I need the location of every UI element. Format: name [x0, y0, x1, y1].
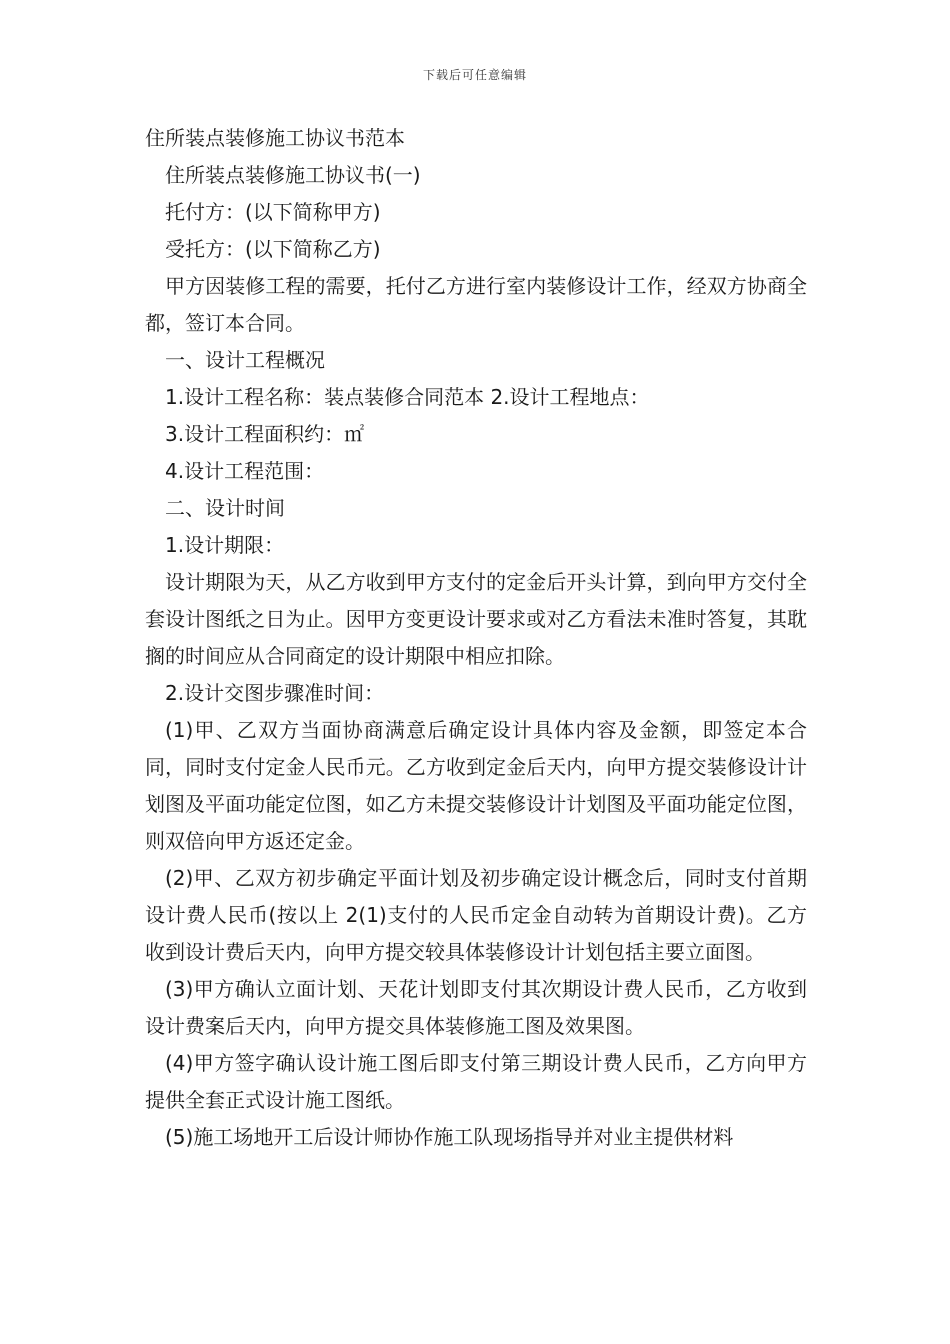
document-title: 住所装点装修施工协议书范本	[145, 126, 405, 150]
paragraph: 4.设计工程范围：	[165, 459, 325, 483]
paragraph: (3)甲方确认立面计划、天花计划即支付其次期设计费人民币，乙方收到设计费案后天内，向甲方提交具体装修施工图及效果图。	[145, 977, 807, 1038]
paragraph: (5)施工场地开工后设计师协作施工队现场指导并对业主提供材料	[165, 1125, 734, 1149]
paragraph: 设计期限为天，从乙方收到甲方支付的定金后开头计算，到向甲方交付全套设计图纸之日为止。因甲方变更设计要求或对乙方看法未准时答复，其耽搁的时间应从合同商定的设计期限中相应扣除。	[145, 570, 807, 668]
paragraph: 托付方：(以下简称甲方)	[165, 200, 381, 224]
paragraph: 3.设计工程面积约：㎡	[165, 422, 365, 446]
paragraph: 1.设计期限：	[165, 533, 285, 557]
paragraph: 住所装点装修施工协议书(一)	[165, 163, 421, 187]
paragraph: 受托方：(以下简称乙方)	[165, 237, 381, 261]
section-heading: 一、设计工程概况	[165, 348, 325, 372]
document-body	[145, 120, 807, 1156]
paragraph: 甲方因装修工程的需要，托付乙方进行室内装修设计工作，经双方协商全都，签订本合同。	[145, 274, 807, 335]
section-heading: 二、设计时间	[165, 496, 285, 520]
paragraph: 2.设计交图步骤准时间：	[165, 681, 385, 705]
paragraph: (2)甲、乙双方初步确定平面计划及初步确定设计概念后，同时支付首期设计费人民币(按以上 2(1)支付的人民币定金自动转为首期设计费)。乙方收到设计费后天内，向甲方提交较具体装修设计计划包括主要立面图。	[145, 866, 807, 964]
paragraph: (1)甲、乙双方当面协商满意后确定设计具体内容及金额，即签定本合同，同时支付定金人民币元。乙方收到定金后天内，向甲方提交装修设计计划图及平面功能定位图，如乙方未提交装修设计计划图及平面功能定位图，则双倍向甲方返还定金。	[145, 718, 807, 853]
page-header: 下载后可任意编辑	[422, 68, 527, 82]
paragraph: 1.设计工程名称：装点装修合同范本 2.设计工程地点：	[165, 385, 650, 409]
paragraph: (4)甲方签字确认设计施工图后即支付第三期设计费人民币，乙方向甲方提供全套正式设计施工图纸。	[145, 1051, 807, 1112]
